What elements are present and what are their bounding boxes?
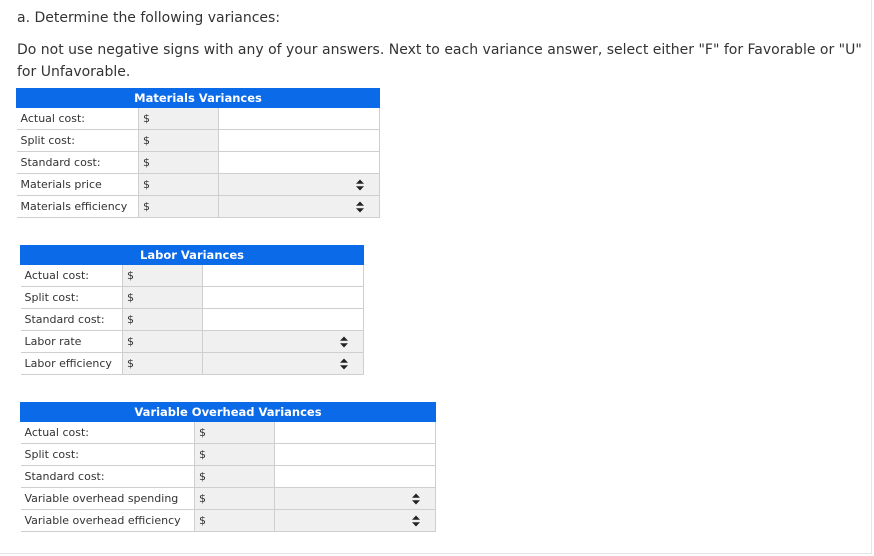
row-label: Split cost:: [17, 130, 139, 152]
favorable-unfavorable-select[interactable]: [274, 488, 435, 510]
currency-symbol: $: [126, 291, 134, 304]
up-down-arrows-icon: [340, 336, 348, 347]
currency-symbol: $: [126, 269, 134, 282]
materials-variances-title: Materials Variances: [17, 89, 380, 108]
amount-input[interactable]: [122, 309, 202, 331]
row-label: Actual cost:: [21, 265, 123, 287]
currency-symbol: $: [198, 470, 206, 483]
table-row: [17, 130, 380, 152]
variable-overhead-variances-table: [20, 402, 436, 532]
materials-variances-table: [16, 88, 380, 218]
row-label: Split cost:: [21, 444, 195, 466]
labor-variances-table: [20, 245, 364, 375]
amount-input[interactable]: [138, 108, 218, 130]
row-label: Materials price: [17, 174, 139, 196]
table-row: [21, 466, 436, 488]
favorable-unfavorable-select[interactable]: [274, 510, 435, 532]
row-label: Standard cost:: [17, 152, 139, 174]
table-row: [21, 309, 364, 331]
amount-input[interactable]: [122, 287, 202, 309]
amount-input[interactable]: [194, 510, 274, 532]
labor-variances-title: Labor Variances: [21, 246, 364, 265]
up-down-arrows-icon: [356, 179, 364, 190]
currency-symbol: $: [142, 112, 150, 125]
row-label: Standard cost:: [21, 466, 195, 488]
amount-input[interactable]: [138, 196, 218, 218]
row-label: Actual cost:: [17, 108, 139, 130]
currency-symbol: $: [142, 178, 150, 191]
amount-input[interactable]: [122, 331, 202, 353]
answer-input[interactable]: [202, 309, 363, 331]
currency-symbol: $: [198, 514, 206, 527]
answer-input[interactable]: [274, 422, 435, 444]
currency-symbol: $: [142, 156, 150, 169]
table-row: [21, 331, 364, 353]
row-label: Standard cost:: [21, 309, 123, 331]
favorable-unfavorable-select[interactable]: [218, 174, 379, 196]
currency-symbol: $: [198, 448, 206, 461]
answer-input[interactable]: [274, 444, 435, 466]
up-down-arrows-icon: [340, 358, 348, 369]
amount-input[interactable]: [138, 152, 218, 174]
table-row: [21, 422, 436, 444]
row-label: Actual cost:: [21, 422, 195, 444]
answer-input[interactable]: [202, 265, 363, 287]
amount-input[interactable]: [122, 353, 202, 375]
currency-symbol: $: [126, 313, 134, 326]
row-label: Labor efficiency: [21, 353, 123, 375]
table-row: [21, 488, 436, 510]
row-label: Variable overhead spending: [21, 488, 195, 510]
amount-input[interactable]: [194, 488, 274, 510]
answer-input[interactable]: [202, 287, 363, 309]
currency-symbol: $: [126, 335, 134, 348]
row-label: Labor rate: [21, 331, 123, 353]
currency-symbol: $: [142, 134, 150, 147]
row-label: Split cost:: [21, 287, 123, 309]
question-heading: a. Determine the following variances:: [17, 10, 281, 26]
question-instructions: Do not use negative signs with any of your answers. Next to each variance answer, select either "F" for Favorable or "U" for Unfavorable.: [17, 42, 862, 80]
table-row: [21, 444, 436, 466]
answer-input[interactable]: [274, 466, 435, 488]
table-row: [21, 287, 364, 309]
answer-input[interactable]: [218, 152, 379, 174]
amount-input[interactable]: [194, 466, 274, 488]
amount-input[interactable]: [122, 265, 202, 287]
variable-overhead-variances-title: Variable Overhead Variances: [21, 403, 436, 422]
table-row: [17, 174, 380, 196]
up-down-arrows-icon: [412, 493, 420, 504]
table-row: [17, 108, 380, 130]
currency-symbol: $: [198, 492, 206, 505]
table-row: [21, 510, 436, 532]
amount-input[interactable]: [138, 174, 218, 196]
answer-input[interactable]: [218, 130, 379, 152]
table-row: [21, 265, 364, 287]
row-label: Variable overhead efficiency: [21, 510, 195, 532]
amount-input[interactable]: [194, 444, 274, 466]
amount-input[interactable]: [194, 422, 274, 444]
currency-symbol: $: [126, 357, 134, 370]
amount-input[interactable]: [138, 130, 218, 152]
currency-symbol: $: [198, 426, 206, 439]
table-row: [17, 152, 380, 174]
currency-symbol: $: [142, 200, 150, 213]
row-label: Materials efficiency: [17, 196, 139, 218]
table-row: [17, 196, 380, 218]
table-row: [21, 353, 364, 375]
favorable-unfavorable-select[interactable]: [202, 331, 363, 353]
favorable-unfavorable-select[interactable]: [202, 353, 363, 375]
favorable-unfavorable-select[interactable]: [218, 196, 379, 218]
up-down-arrows-icon: [356, 201, 364, 212]
up-down-arrows-icon: [412, 515, 420, 526]
answer-input[interactable]: [218, 108, 379, 130]
